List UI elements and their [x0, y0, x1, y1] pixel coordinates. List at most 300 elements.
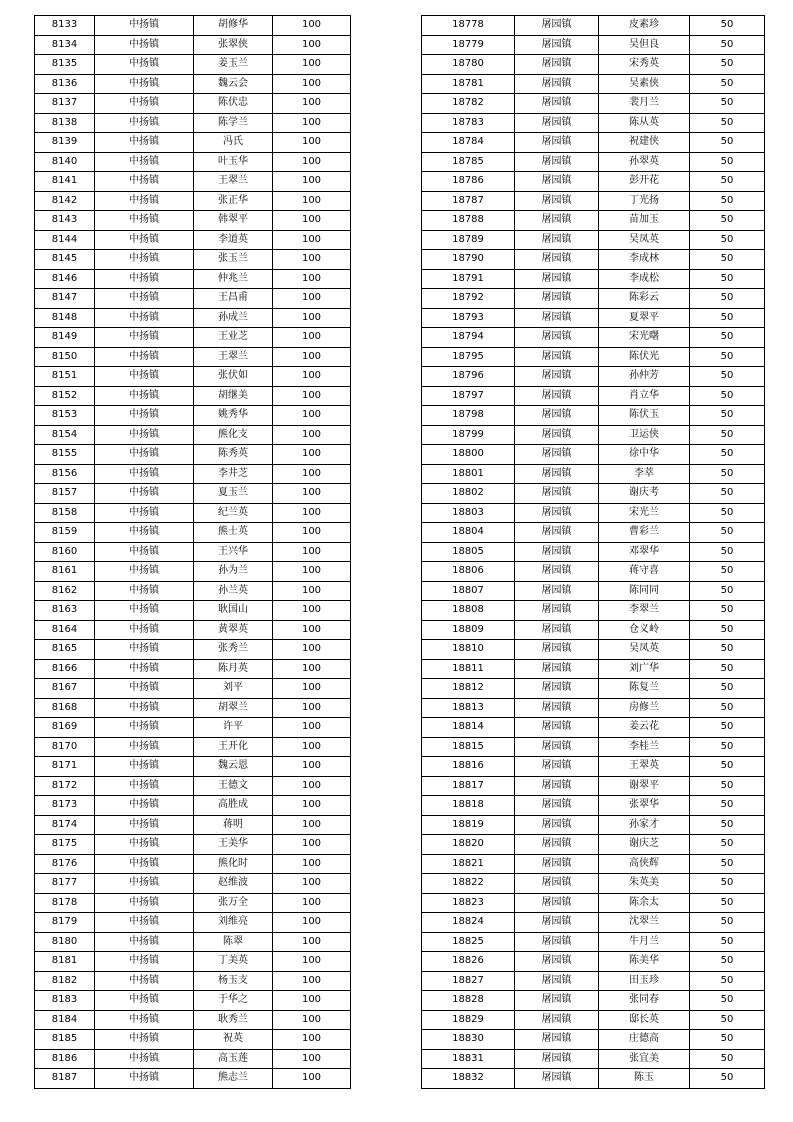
table-row [422, 191, 765, 211]
table-row [35, 35, 351, 55]
cell-number: 18802 [422, 484, 515, 504]
cell-town: 中扬镇 [95, 1049, 194, 1069]
table-row [422, 991, 765, 1011]
cell-amount: 100 [273, 211, 351, 231]
table-row [422, 503, 765, 523]
cell-number: 8154 [35, 425, 95, 445]
cell-amount: 50 [690, 1010, 765, 1030]
table-row [422, 425, 765, 445]
cell-town: 中扬镇 [95, 445, 194, 465]
cell-name: 沈翠兰 [599, 913, 690, 933]
table-row [422, 484, 765, 504]
cell-amount: 50 [690, 952, 765, 972]
table-row [422, 289, 765, 309]
cell-name: 胡修华 [194, 16, 273, 36]
cell-number: 18814 [422, 718, 515, 738]
table-row [422, 250, 765, 270]
table-row [422, 757, 765, 777]
cell-town: 中扬镇 [95, 94, 194, 114]
cell-number: 8145 [35, 250, 95, 270]
cell-town: 中扬镇 [95, 191, 194, 211]
cell-town: 屠园镇 [515, 776, 599, 796]
cell-number: 18818 [422, 796, 515, 816]
cell-town: 中扬镇 [95, 523, 194, 543]
cell-amount: 100 [273, 55, 351, 75]
cell-number: 8142 [35, 191, 95, 211]
cell-town: 屠园镇 [515, 1010, 599, 1030]
cell-number: 18820 [422, 835, 515, 855]
cell-name: 赵维波 [194, 874, 273, 894]
cell-name: 宋光兰 [599, 503, 690, 523]
cell-town: 中扬镇 [95, 133, 194, 153]
cell-name: 蒋守喜 [599, 562, 690, 582]
cell-amount: 100 [273, 484, 351, 504]
cell-town: 屠园镇 [515, 445, 599, 465]
table-row [422, 152, 765, 172]
table-row [422, 308, 765, 328]
cell-town: 中扬镇 [95, 718, 194, 738]
table-row [35, 347, 351, 367]
cell-name: 皮素珍 [599, 16, 690, 36]
cell-number: 8171 [35, 757, 95, 777]
table-row [35, 464, 351, 484]
cell-name: 孙仲芳 [599, 367, 690, 387]
cell-town: 中扬镇 [95, 542, 194, 562]
table-row [35, 542, 351, 562]
cell-town: 中扬镇 [95, 659, 194, 679]
cell-name: 宋秀英 [599, 55, 690, 75]
cell-town: 中扬镇 [95, 1030, 194, 1050]
cell-name: 胡翠兰 [194, 698, 273, 718]
cell-amount: 50 [690, 35, 765, 55]
table-row [422, 74, 765, 94]
cell-name: 吴素侠 [599, 74, 690, 94]
cell-town: 屠园镇 [515, 172, 599, 192]
cell-amount: 100 [273, 35, 351, 55]
cell-name: 张同春 [599, 991, 690, 1011]
table-row [422, 523, 765, 543]
cell-name: 高玉莲 [194, 1049, 273, 1069]
cell-number: 8134 [35, 35, 95, 55]
cell-amount: 50 [690, 620, 765, 640]
cell-number: 8153 [35, 406, 95, 426]
cell-amount: 50 [690, 659, 765, 679]
cell-number: 18822 [422, 874, 515, 894]
table-row [422, 269, 765, 289]
table-row [422, 1010, 765, 1030]
cell-amount: 100 [273, 191, 351, 211]
table-row [422, 55, 765, 75]
cell-town: 中扬镇 [95, 1069, 194, 1089]
cell-amount: 50 [690, 425, 765, 445]
table-row [35, 133, 351, 153]
cell-number: 18782 [422, 94, 515, 114]
cell-amount: 100 [273, 523, 351, 543]
cell-amount: 50 [690, 386, 765, 406]
cell-amount: 100 [273, 601, 351, 621]
table-row [35, 328, 351, 348]
cell-name: 曹彩兰 [599, 523, 690, 543]
cell-town: 屠园镇 [515, 952, 599, 972]
table-row [35, 679, 351, 699]
table-row [422, 464, 765, 484]
table-row [422, 172, 765, 192]
table-row [35, 230, 351, 250]
cell-name: 谢翠平 [599, 776, 690, 796]
cell-amount: 50 [690, 854, 765, 874]
cell-name: 魏云恩 [194, 757, 273, 777]
cell-town: 屠园镇 [515, 542, 599, 562]
cell-number: 8138 [35, 113, 95, 133]
cell-town: 中扬镇 [95, 737, 194, 757]
cell-town: 屠园镇 [515, 386, 599, 406]
cell-amount: 50 [690, 679, 765, 699]
cell-number: 8184 [35, 1010, 95, 1030]
cell-name: 姜云花 [599, 718, 690, 738]
table-row [35, 913, 351, 933]
cell-town: 屠园镇 [515, 503, 599, 523]
cell-amount: 100 [273, 835, 351, 855]
table-row [422, 854, 765, 874]
table-row [35, 16, 351, 36]
table-row [35, 425, 351, 445]
table-row [422, 445, 765, 465]
cell-amount: 100 [273, 94, 351, 114]
table-row [422, 1069, 765, 1089]
cell-town: 中扬镇 [95, 776, 194, 796]
cell-amount: 50 [690, 406, 765, 426]
cell-town: 屠园镇 [515, 133, 599, 153]
cell-amount: 50 [690, 542, 765, 562]
cell-town: 中扬镇 [95, 913, 194, 933]
cell-amount: 50 [690, 503, 765, 523]
cell-town: 中扬镇 [95, 152, 194, 172]
cell-amount: 50 [690, 776, 765, 796]
cell-number: 18811 [422, 659, 515, 679]
cell-amount: 100 [273, 328, 351, 348]
cell-amount: 100 [273, 230, 351, 250]
table-row [422, 16, 765, 36]
cell-number: 8150 [35, 347, 95, 367]
cell-amount: 50 [690, 445, 765, 465]
cell-number: 8156 [35, 464, 95, 484]
table-row [422, 386, 765, 406]
cell-name: 仓义岭 [599, 620, 690, 640]
cell-amount: 50 [690, 230, 765, 250]
table-row [422, 133, 765, 153]
cell-amount: 50 [690, 737, 765, 757]
cell-number: 8170 [35, 737, 95, 757]
cell-name: 陈伏玉 [599, 406, 690, 426]
cell-town: 屠园镇 [515, 601, 599, 621]
cell-amount: 100 [273, 367, 351, 387]
cell-number: 18800 [422, 445, 515, 465]
cell-amount: 50 [690, 113, 765, 133]
cell-name: 杨玉支 [194, 971, 273, 991]
table-row [35, 659, 351, 679]
table-row [35, 562, 351, 582]
cell-number: 18810 [422, 640, 515, 660]
cell-number: 18823 [422, 893, 515, 913]
cell-name: 牛月兰 [599, 932, 690, 952]
cell-name: 丁光扬 [599, 191, 690, 211]
cell-number: 8169 [35, 718, 95, 738]
cell-name: 耿秀兰 [194, 1010, 273, 1030]
cell-name: 李井芝 [194, 464, 273, 484]
table-row [422, 776, 765, 796]
cell-name: 王翠兰 [194, 172, 273, 192]
cell-town: 中扬镇 [95, 640, 194, 660]
cell-town: 中扬镇 [95, 854, 194, 874]
table-row [422, 406, 765, 426]
cell-amount: 50 [690, 913, 765, 933]
cell-town: 屠园镇 [515, 659, 599, 679]
cell-name: 陈月英 [194, 659, 273, 679]
table-row [35, 1030, 351, 1050]
cell-town: 中扬镇 [95, 250, 194, 270]
cell-town: 中扬镇 [95, 484, 194, 504]
cell-amount: 100 [273, 737, 351, 757]
cell-number: 8140 [35, 152, 95, 172]
cell-name: 王美华 [194, 835, 273, 855]
cell-name: 许平 [194, 718, 273, 738]
cell-number: 18785 [422, 152, 515, 172]
cell-town: 屠园镇 [515, 796, 599, 816]
cell-town: 中扬镇 [95, 503, 194, 523]
cell-amount: 50 [690, 367, 765, 387]
cell-amount: 100 [273, 1049, 351, 1069]
cell-town: 屠园镇 [515, 971, 599, 991]
cell-amount: 100 [273, 679, 351, 699]
cell-town: 中扬镇 [95, 386, 194, 406]
table-row [35, 854, 351, 874]
cell-town: 屠园镇 [515, 991, 599, 1011]
cell-name: 邓翠华 [599, 542, 690, 562]
cell-number: 18778 [422, 16, 515, 36]
cell-number: 8172 [35, 776, 95, 796]
cell-town: 屠园镇 [515, 1030, 599, 1050]
cell-amount: 50 [690, 698, 765, 718]
cell-name: 祝建侠 [599, 133, 690, 153]
cell-number: 8147 [35, 289, 95, 309]
cell-number: 18809 [422, 620, 515, 640]
cell-number: 18817 [422, 776, 515, 796]
cell-town: 屠园镇 [515, 113, 599, 133]
cell-town: 中扬镇 [95, 269, 194, 289]
cell-amount: 50 [690, 250, 765, 270]
cell-amount: 50 [690, 601, 765, 621]
table-row [422, 1030, 765, 1050]
cell-town: 中扬镇 [95, 55, 194, 75]
cell-name: 陈秀英 [194, 445, 273, 465]
cell-town: 中扬镇 [95, 113, 194, 133]
cell-town: 屠园镇 [515, 152, 599, 172]
table-row [422, 971, 765, 991]
table-row [422, 913, 765, 933]
table-row [35, 893, 351, 913]
cell-town: 中扬镇 [95, 815, 194, 835]
cell-number: 8177 [35, 874, 95, 894]
cell-name: 夏玉兰 [194, 484, 273, 504]
cell-number: 18796 [422, 367, 515, 387]
cell-town: 中扬镇 [95, 757, 194, 777]
cell-amount: 100 [273, 425, 351, 445]
table-row [422, 737, 765, 757]
cell-amount: 50 [690, 932, 765, 952]
cell-number: 18803 [422, 503, 515, 523]
table-row [422, 328, 765, 348]
cell-number: 8158 [35, 503, 95, 523]
cell-name: 张正华 [194, 191, 273, 211]
cell-amount: 100 [273, 971, 351, 991]
cell-name: 王业芝 [194, 328, 273, 348]
cell-name: 李桂兰 [599, 737, 690, 757]
cell-amount: 50 [690, 328, 765, 348]
table-row [422, 35, 765, 55]
table-row [35, 698, 351, 718]
cell-name: 李萃 [599, 464, 690, 484]
cell-amount: 100 [273, 874, 351, 894]
cell-amount: 50 [690, 757, 765, 777]
cell-town: 屠园镇 [515, 932, 599, 952]
cell-name: 陈美华 [599, 952, 690, 972]
cell-name: 熊化支 [194, 425, 273, 445]
cell-name: 蒋明 [194, 815, 273, 835]
cell-town: 屠园镇 [515, 1069, 599, 1089]
cell-town: 屠园镇 [515, 737, 599, 757]
cell-amount: 50 [690, 815, 765, 835]
table-row [35, 503, 351, 523]
cell-number: 18793 [422, 308, 515, 328]
cell-town: 中扬镇 [95, 835, 194, 855]
cell-number: 18808 [422, 601, 515, 621]
cell-amount: 100 [273, 464, 351, 484]
table-row [35, 211, 351, 231]
cell-number: 18813 [422, 698, 515, 718]
cell-name: 王翠英 [599, 757, 690, 777]
table-row [35, 991, 351, 1011]
cell-amount: 50 [690, 152, 765, 172]
cell-number: 8175 [35, 835, 95, 855]
cell-number: 18816 [422, 757, 515, 777]
cell-amount: 100 [273, 113, 351, 133]
cell-town: 中扬镇 [95, 1010, 194, 1030]
cell-town: 屠园镇 [515, 698, 599, 718]
cell-number: 8157 [35, 484, 95, 504]
cell-number: 8159 [35, 523, 95, 543]
cell-town: 中扬镇 [95, 230, 194, 250]
cell-town: 屠园镇 [515, 211, 599, 231]
cell-name: 陈玉 [599, 1069, 690, 1089]
cell-amount: 100 [273, 133, 351, 153]
table-row [422, 347, 765, 367]
cell-name: 王昌甫 [194, 289, 273, 309]
cell-name: 张秀兰 [194, 640, 273, 660]
cell-name: 彭开花 [599, 172, 690, 192]
cell-number: 18832 [422, 1069, 515, 1089]
cell-amount: 50 [690, 464, 765, 484]
cell-number: 18791 [422, 269, 515, 289]
table-row [35, 386, 351, 406]
cell-name: 张宜美 [599, 1049, 690, 1069]
cell-name: 李道英 [194, 230, 273, 250]
table-row [35, 308, 351, 328]
table-row [35, 581, 351, 601]
cell-town: 屠园镇 [515, 757, 599, 777]
cell-town: 中扬镇 [95, 367, 194, 387]
cell-town: 中扬镇 [95, 620, 194, 640]
cell-name: 宋光曙 [599, 328, 690, 348]
cell-town: 屠园镇 [515, 230, 599, 250]
left-data-table [34, 15, 351, 1089]
table-row [422, 659, 765, 679]
right-data-table [421, 15, 765, 1089]
cell-number: 8139 [35, 133, 95, 153]
cell-amount: 100 [273, 620, 351, 640]
cell-number: 8152 [35, 386, 95, 406]
cell-name: 李翠兰 [599, 601, 690, 621]
cell-amount: 50 [690, 1030, 765, 1050]
table-row [35, 776, 351, 796]
cell-town: 屠园镇 [515, 289, 599, 309]
cell-number: 8178 [35, 893, 95, 913]
cell-amount: 100 [273, 308, 351, 328]
cell-amount: 50 [690, 991, 765, 1011]
cell-amount: 100 [273, 698, 351, 718]
cell-number: 18780 [422, 55, 515, 75]
table-row [35, 191, 351, 211]
cell-town: 屠园镇 [515, 620, 599, 640]
cell-town: 中扬镇 [95, 308, 194, 328]
cell-name: 孙成兰 [194, 308, 273, 328]
table-row [35, 874, 351, 894]
cell-town: 中扬镇 [95, 971, 194, 991]
cell-name: 孙翠英 [599, 152, 690, 172]
cell-number: 8167 [35, 679, 95, 699]
table-row [35, 815, 351, 835]
cell-town: 屠园镇 [515, 328, 599, 348]
table-row [422, 230, 765, 250]
cell-name: 肖立华 [599, 386, 690, 406]
cell-name: 祝英 [194, 1030, 273, 1050]
cell-town: 屠园镇 [515, 55, 599, 75]
cell-number: 18797 [422, 386, 515, 406]
cell-amount: 100 [273, 503, 351, 523]
cell-name: 张万全 [194, 893, 273, 913]
cell-amount: 50 [690, 796, 765, 816]
table-row [422, 893, 765, 913]
cell-name: 刘广华 [599, 659, 690, 679]
cell-town: 中扬镇 [95, 464, 194, 484]
cell-amount: 100 [273, 74, 351, 94]
cell-amount: 50 [690, 16, 765, 36]
cell-town: 屠园镇 [515, 835, 599, 855]
table-row [422, 367, 765, 387]
cell-town: 屠园镇 [515, 640, 599, 660]
cell-town: 屠园镇 [515, 250, 599, 270]
cell-town: 屠园镇 [515, 913, 599, 933]
table-row [35, 484, 351, 504]
cell-amount: 50 [690, 211, 765, 231]
table-row [422, 679, 765, 699]
cell-town: 屠园镇 [515, 35, 599, 55]
cell-name: 仲兆兰 [194, 269, 273, 289]
table-row [422, 796, 765, 816]
cell-name: 孙兰英 [194, 581, 273, 601]
cell-number: 18779 [422, 35, 515, 55]
cell-town: 屠园镇 [515, 425, 599, 445]
cell-name: 朱英美 [599, 874, 690, 894]
